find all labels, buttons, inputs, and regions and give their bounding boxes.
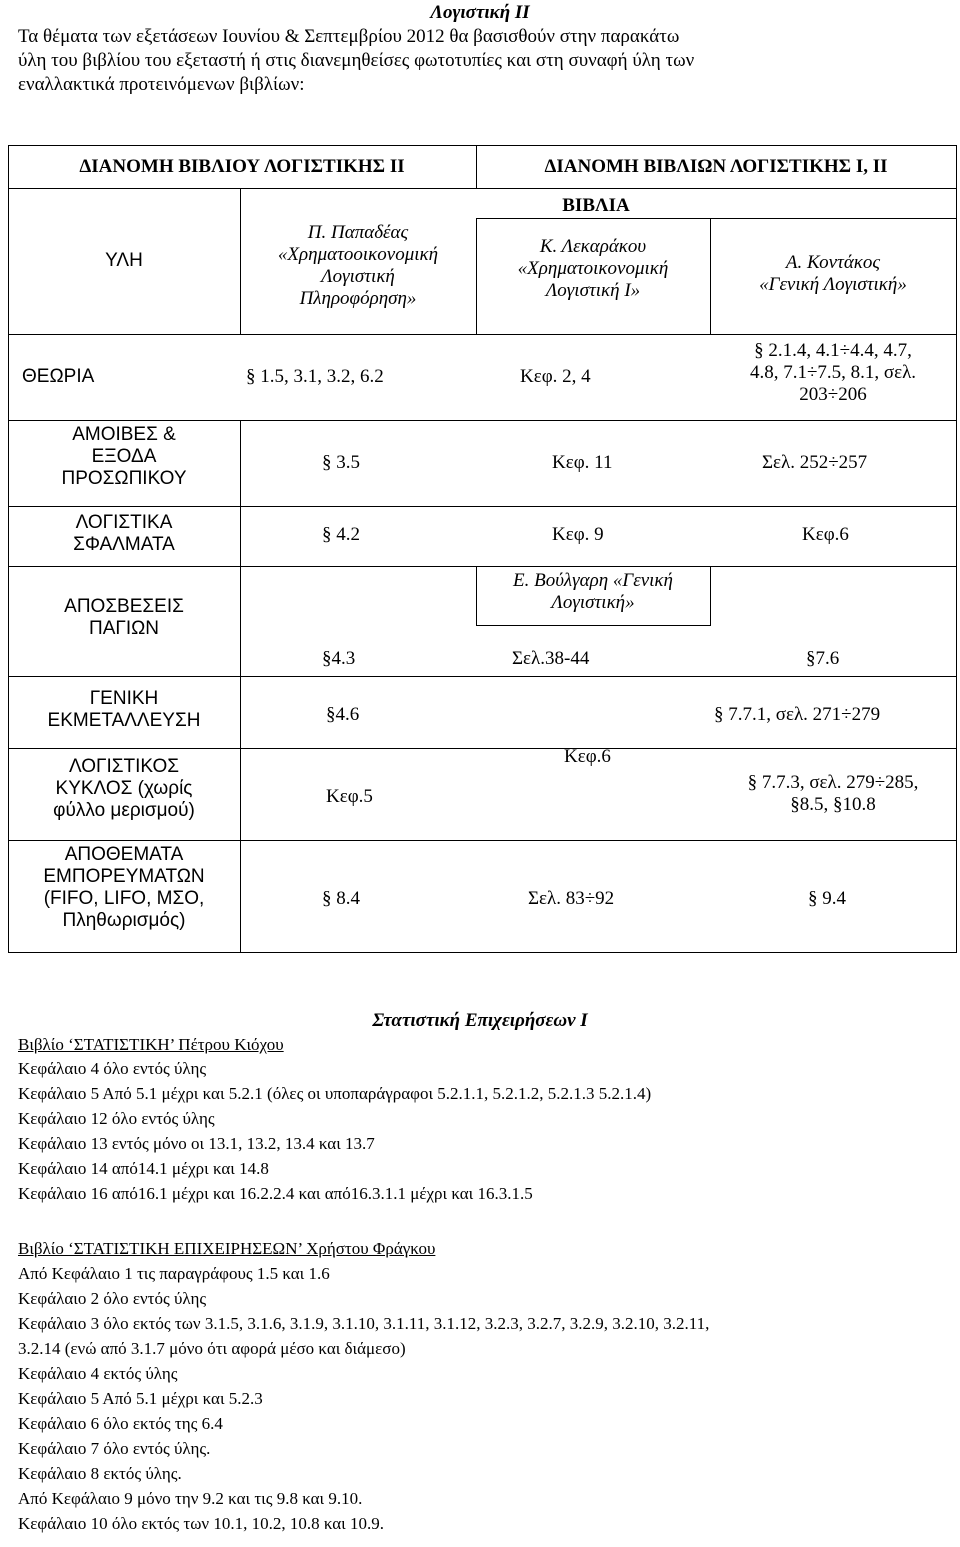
row-amoives-c2: Κεφ. 11 (552, 452, 613, 473)
stats-title: Στατιστική Επιχειρήσεων Ι (372, 1010, 588, 1031)
row-aposveseis-c3: §7.6 (806, 648, 840, 669)
stats-book1-line: Κεφάλαιο 4 όλο εντός ύλης (18, 1059, 207, 1078)
book-papadeas: Π. Παπαδέας «Χρηματοοικονομική Λογιστική Πληροφόρηση» (277, 222, 439, 309)
row-apothemata-c2: Σελ. 83÷92 (528, 888, 615, 909)
row-apothemata-c3: § 9.4 (808, 888, 846, 909)
row-sep-1 (8, 420, 957, 421)
stats-book2-line: Από Κεφάλαιο 9 μόνο την 9.2 και τις 9.8 και 9.10. (18, 1489, 363, 1508)
merged-c2-kef6: Κεφ.6 (564, 746, 611, 767)
row-aposveseis-label: ΑΠΟΣΒΕΣΕΙΣ ΠΑΓΙΩΝ (64, 596, 184, 639)
row-apothemata-label: ΑΠΟΘΕΜΑΤΑ ΕΜΠΟΡΕΥΜΑΤΩΝ (FIFO, LIFO, ΜΣΟ, Πληθωρισμός) (43, 844, 205, 931)
stats-book1-line: Κεφάλαιο 13 εντός μόνο οι 13.1, 13.2, 13.4 και 13.7 (18, 1134, 375, 1153)
label-col-divider (240, 420, 241, 953)
table-border-right (956, 145, 957, 953)
row-kyklos-label: ΛΟΓΙΣΤΙΚΟΣ ΚΥΚΛΟΣ (χωρίς φύλλο μερισμού) (53, 756, 195, 821)
stats-book1-line: Κεφάλαιο 14 από14.1 μέχρι και 14.8 (18, 1159, 269, 1178)
book-voulgari: Ε. Βούλγαρη «Γενική Λογιστική» (513, 570, 673, 613)
row-theoria-c3: § 2.1.4, 4.1÷4.4, 4.7, 4.8, 7.1÷7.5, 8.1, σελ. 203÷206 (749, 340, 917, 405)
stats-book1-title: Βιβλίο ‘ΣΤΑΤΙΣΤΙΚΗ’ Πέτρου Κιόχου (18, 1035, 284, 1054)
intro-line-3: εναλλακτικά προτεινόμενων βιβλίων: (18, 74, 305, 95)
row-amoives-c3: Σελ. 252÷257 (762, 452, 868, 473)
row-sep-3 (8, 566, 957, 567)
row-sep-6 (8, 840, 957, 841)
stats-book2-line: Κεφάλαιο 6 όλο εκτός της 6.4 (18, 1414, 223, 1433)
row-amoives-label: ΑΜΟΙΒΕΣ & ΕΞΟΔΑ ΠΡΟΣΩΠΙΚΟΥ (61, 424, 187, 489)
row-apothemata-c1: § 8.4 (322, 888, 360, 909)
stats-book1-line: Κεφάλαιο 16 από16.1 μέχρι και 16.2.2.4 και από16.3.1.1 μέχρι και 16.3.1.5 (18, 1184, 533, 1203)
book-kontakos: Α. Κοντάκος «Γενική Λογιστική» (759, 252, 907, 295)
table-border-top (8, 145, 956, 146)
row-sep-4 (8, 676, 957, 677)
stats-book2-line: Κεφάλαιο 8 εκτός ύλης. (18, 1464, 182, 1483)
row-geniki-label: ΓΕΝΙΚΗ ΕΚΜΕΤΑΛΛΕΥΣΗ (47, 688, 201, 731)
head-left: ΔΙΑΝΟΜΗ ΒΙΒΛΙΟΥ ΛΟΓΙΣΤΙΚΗΣ ΙΙ (79, 156, 405, 177)
stats-book2-line: 3.2.14 (ενώ από 3.1.7 μόνο ότι αφορά μέσο και διάμεσο) (18, 1339, 406, 1358)
row-aposveseis-c1: §4.3 (322, 648, 356, 669)
book4-right (710, 566, 711, 626)
row-theoria-c1: § 1.5, 3.1, 3.2, 6.2 (246, 366, 384, 387)
stats-book1-line: Κεφάλαιο 5 Από 5.1 μέχρι και 5.2.1 (όλες οι υποπαράγραφοι 5.2.1.1, 5.2.1.2, 5.2.1.3 5.2.1.4) (18, 1084, 652, 1103)
stats-book2-line: Κεφάλαιο 4 εκτός ύλης (18, 1364, 178, 1383)
row-kyklos-c3: § 7.7.3, σελ. 279÷285, §8.5, §10.8 (747, 772, 919, 815)
stats-book2-line: Κεφάλαιο 5 Από 5.1 μέχρι και 5.2.3 (18, 1389, 263, 1408)
row-kyklos-c1: Κεφ.5 (326, 786, 373, 807)
yli-label: ΥΛΗ (105, 250, 143, 271)
book-lekarakou: Κ. Λεκαράκου «Χρηματοικονομική Λογιστική Ι» (517, 236, 669, 301)
stats-book2-line: Από Κεφάλαιο 1 τις παραγράφους 1.5 και 1.6 (18, 1264, 330, 1283)
books-label-bottom (476, 218, 957, 219)
row-sep-2 (8, 506, 957, 507)
head-bottom (8, 188, 957, 189)
book4-bottom (476, 625, 711, 626)
intro-line-1: Τα θέματα των εξετάσεων Ιουνίου & Σεπτεμβρίου 2012 θα βασισθούν στην παρακάτω (18, 26, 680, 47)
row-sfalmata-c1: § 4.2 (322, 524, 360, 545)
stats-book2-title: Βιβλίο ‘ΣΤΑΤΙΣΤΙΚΗ ΕΠΙΧΕΙΡΗΣΕΩΝ’ Χρήστου Φράγκου (18, 1239, 436, 1258)
books-bottom (8, 334, 957, 335)
stats-book2-line: Κεφάλαιο 10 όλο εκτός των 10.1, 10.2, 10.8 και 10.9. (18, 1514, 384, 1533)
stats-book2-line: Κεφάλαιο 7 όλο εντός ύλης. (18, 1439, 211, 1458)
head-right: ΔΙΑΝΟΜΗ ΒΙΒΛΙΩΝ ΛΟΓΙΣΤΙΚΗΣ Ι, ΙΙ (544, 156, 888, 177)
stats-book1-line: Κεφάλαιο 12 όλο εντός ύλης (18, 1109, 215, 1128)
row-geniki-c3: § 7.7.1, σελ. 271÷279 (714, 704, 881, 725)
row-sep-5 (8, 748, 957, 749)
row-sfalmata-c3: Κεφ.6 (802, 524, 849, 545)
row-sfalmata-c2: Κεφ. 9 (552, 524, 604, 545)
row-aposveseis-c2: Σελ.38-44 (512, 648, 590, 669)
table-border-bottom (8, 952, 957, 953)
stats-book2-line: Κεφάλαιο 2 όλο εντός ύλης (18, 1289, 207, 1308)
stats-book2-line: Κεφάλαιο 3 όλο εκτός των 3.1.5, 3.1.6, 3.1.9, 3.1.10, 3.1.11, 3.1.12, 3.2.3, 3.2.7, 3.2.9, 3.2.10, 3.2.11, (18, 1314, 710, 1333)
row-sfalmata-label: ΛΟΓΙΣΤΙΚΑ ΣΦΑΛΜΑΤΑ (73, 512, 175, 555)
row-geniki-c1: §4.6 (326, 704, 360, 725)
row-amoives-c1: § 3.5 (322, 452, 360, 473)
intro-line-2: ύλη του βιβλίου του εξεταστή ή στις διανεμηθείσες φωτοτυπίες και στη συναφή ύλη των (18, 50, 695, 71)
page-title: Λογιστική ΙΙ (430, 2, 530, 23)
books-label: ΒΙΒΛΙΑ (562, 195, 630, 216)
row-theoria-label: ΘΕΩΡΙΑ (22, 366, 95, 387)
row-theoria-c2: Κεφ. 2, 4 (520, 366, 591, 387)
